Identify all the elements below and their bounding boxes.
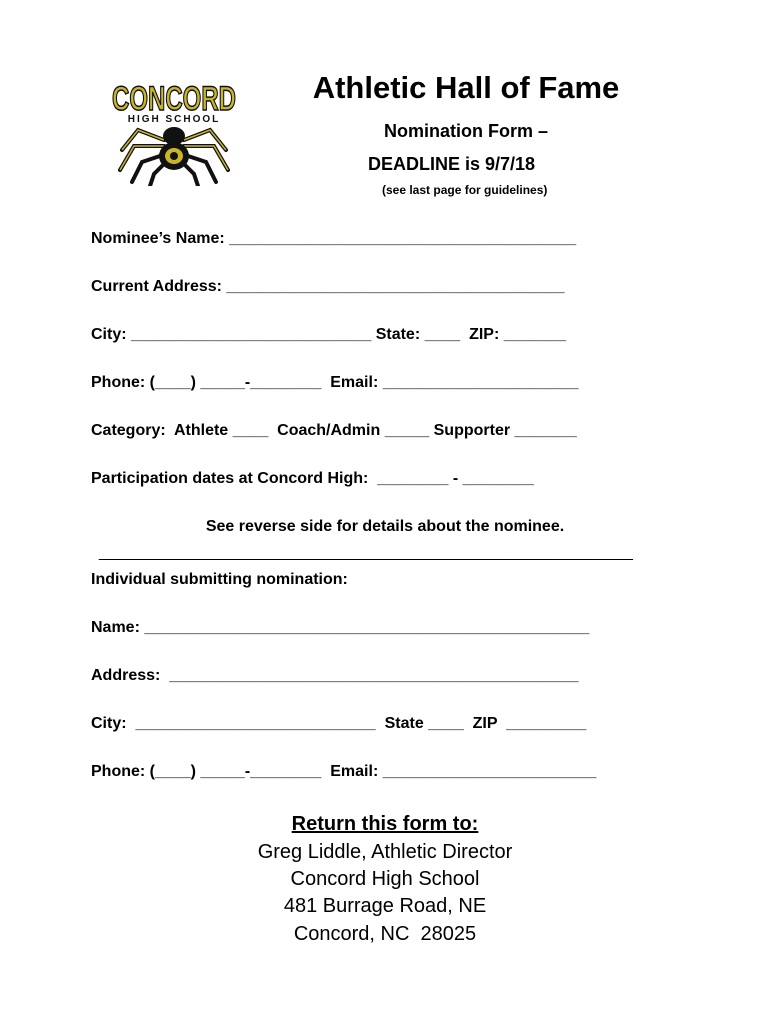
- concord-spider-logo: [108, 74, 240, 186]
- submitter-heading: Individual submitting nomination:: [91, 571, 348, 588]
- submitter-address-field[interactable]: Address: ______________________________________________: [91, 667, 579, 684]
- nominee-address-field[interactable]: Current Address: ______________________________________: [91, 278, 565, 295]
- submitter-city-state-zip-field[interactable]: City: ___________________________ State ____ ZIP _________: [91, 715, 587, 732]
- return-line-3: 481 Burrage Road, NE: [283, 895, 487, 917]
- separator-line: ____________________________________________________________: [99, 544, 633, 561]
- svg-text:CONCORD: CONCORD: [112, 80, 236, 118]
- nominee-category-field[interactable]: Category: Athlete ____ Coach/Admin _____ Supporter _______: [91, 422, 577, 439]
- return-heading: Return this form to:: [291, 813, 479, 835]
- participation-dates-field[interactable]: Participation dates at Concord High: ________ - ________: [91, 470, 534, 487]
- submitter-phone-email-field[interactable]: Phone: (____) _____-________ Email: ________________________: [91, 763, 597, 780]
- form-title: Athletic Hall of Fame: [312, 70, 620, 105]
- submitter-name-field[interactable]: Name: __________________________________________________: [91, 619, 590, 636]
- return-line-1: Greg Liddle, Athletic Director: [257, 841, 513, 863]
- return-line-4: Concord, NC 28025: [293, 923, 477, 945]
- return-line-2: Concord High School: [290, 868, 480, 890]
- guidelines-note: (see last page for guidelines): [382, 183, 548, 197]
- form-subtitle: Nomination Form –: [384, 121, 549, 141]
- nominee-phone-email-field[interactable]: Phone: (____) _____-________ Email: ______________________: [91, 374, 579, 391]
- deadline-text-line: DEADLINE is 9/7/18: [368, 154, 536, 174]
- svg-text:HIGH SCHOOL: HIGH SCHOOL: [127, 114, 221, 125]
- reverse-side-note: See reverse side for details about the nominee.: [205, 518, 565, 535]
- nominee-name-field[interactable]: Nominee’s Name: _______________________________________: [91, 230, 577, 247]
- nominee-city-state-zip-field[interactable]: City: ___________________________ State: ____ ZIP: _______: [91, 326, 567, 343]
